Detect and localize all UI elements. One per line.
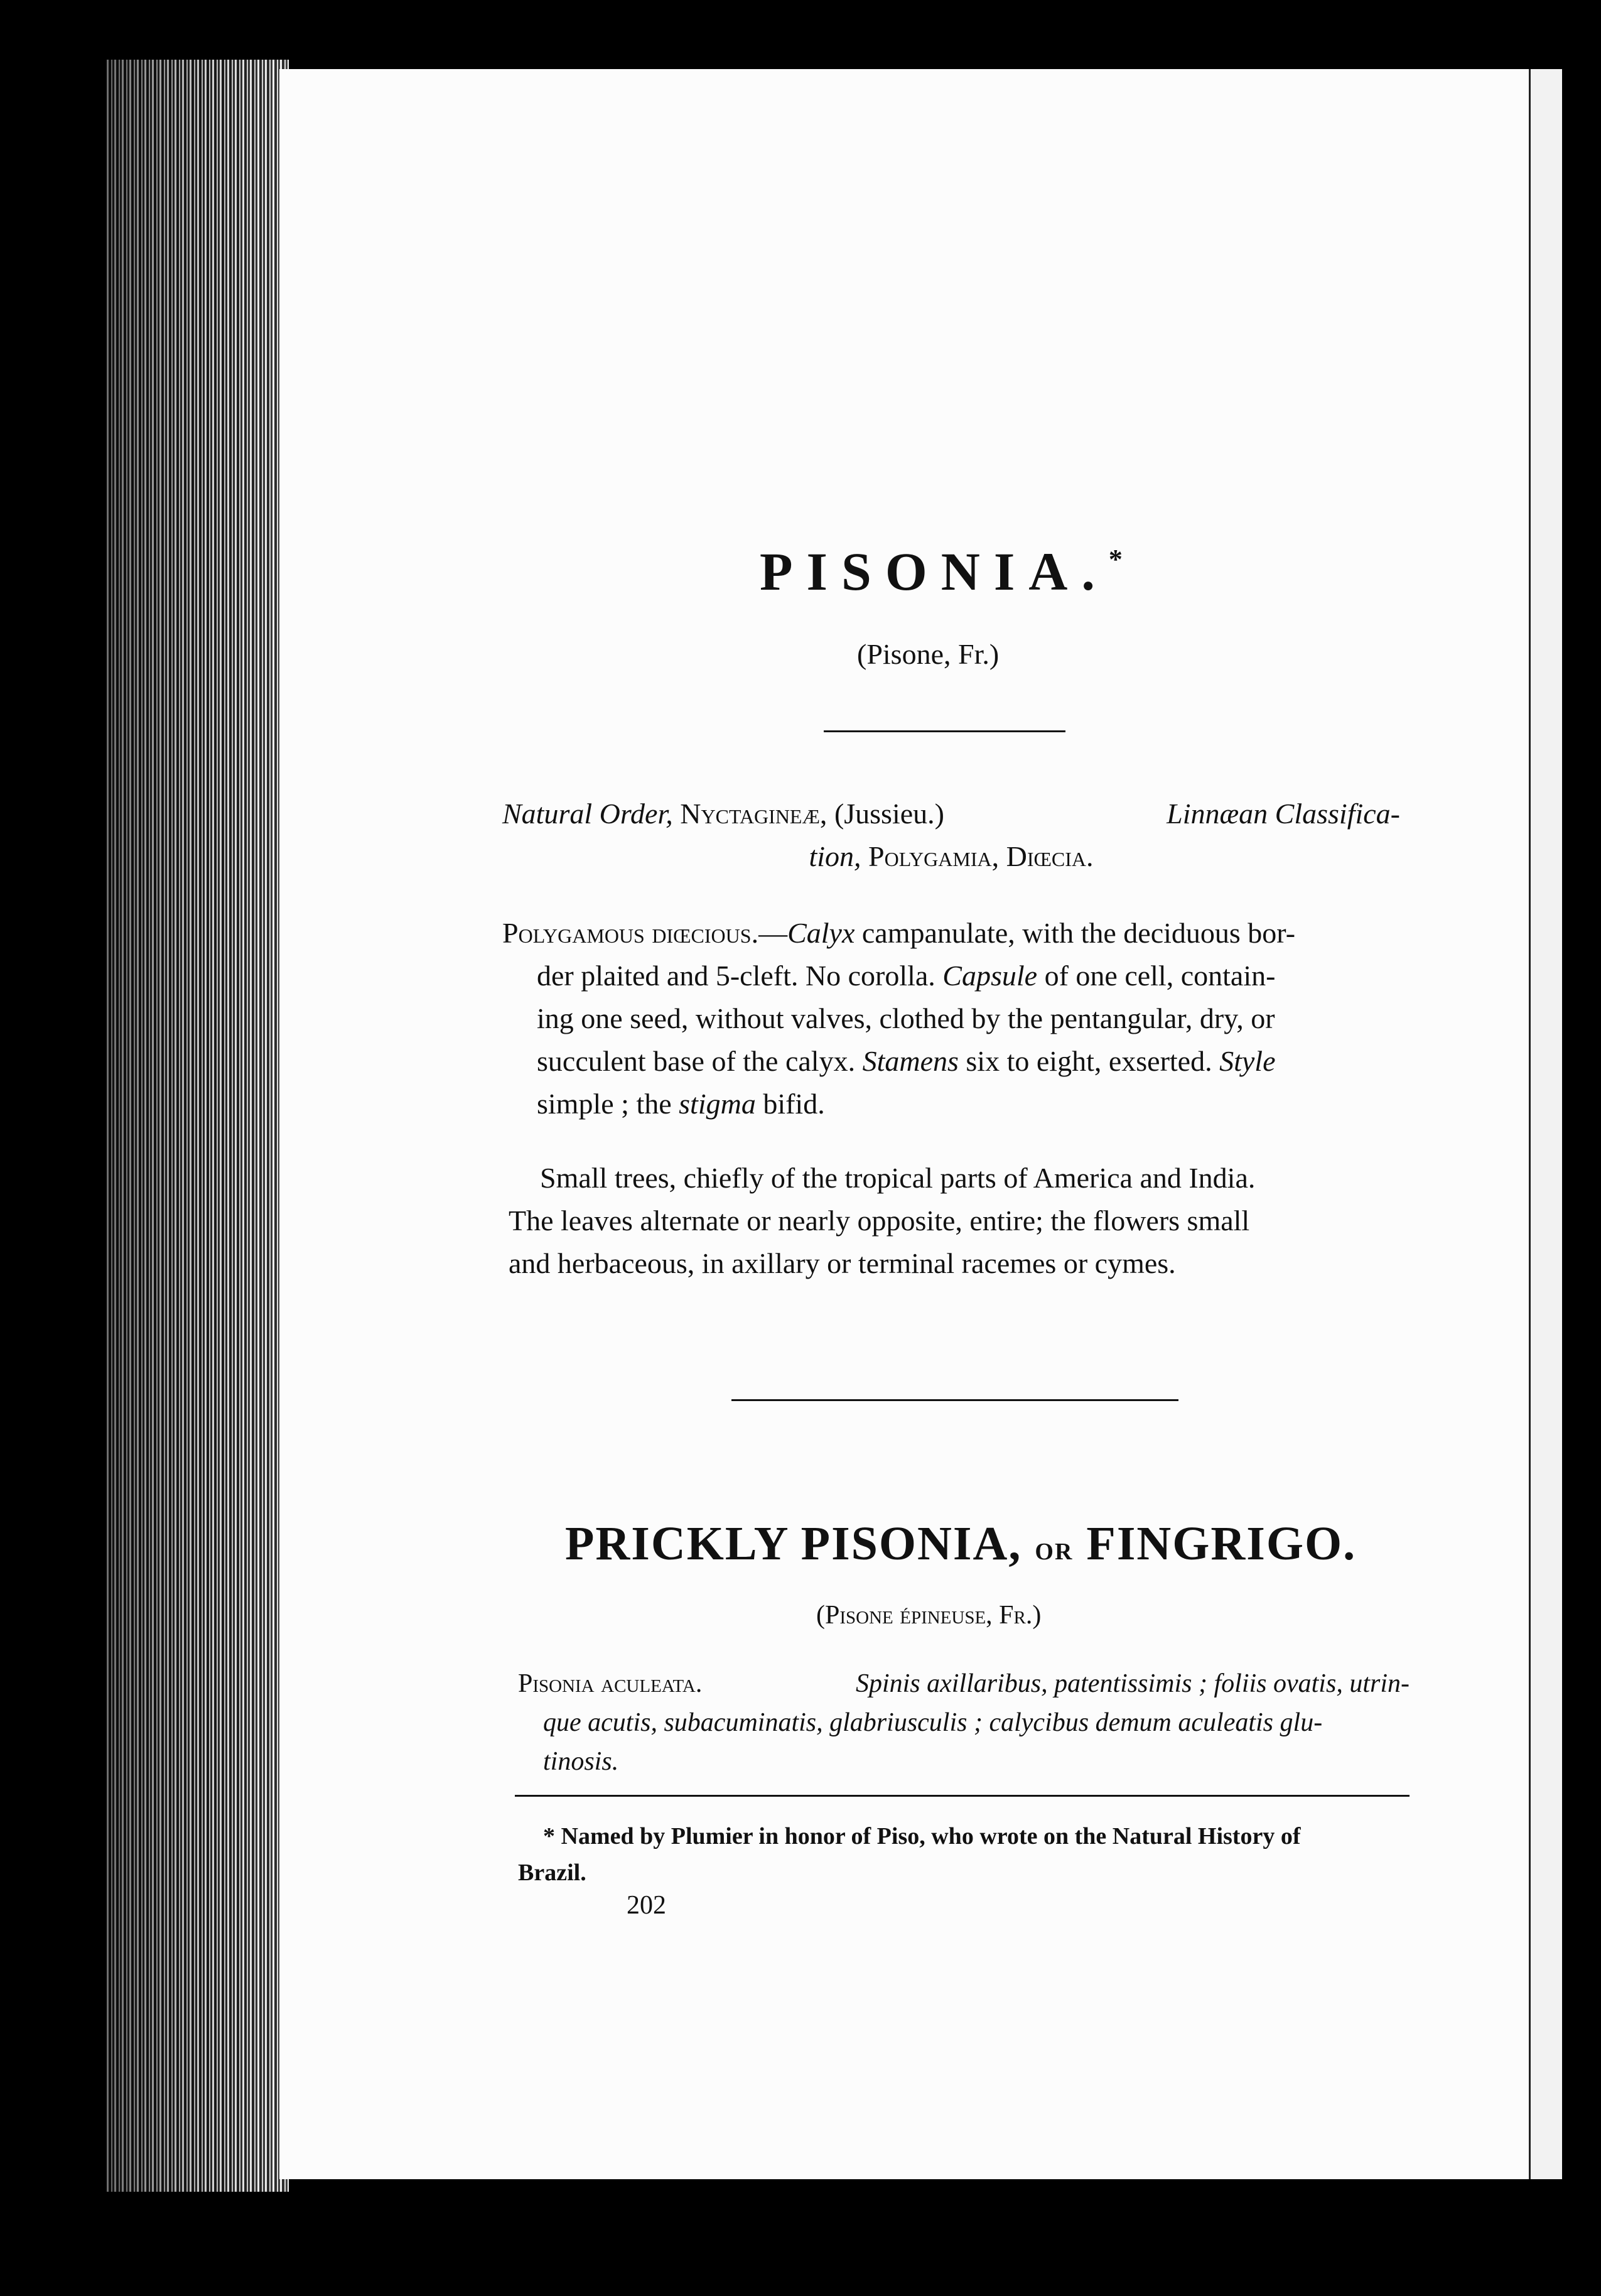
genus-description: Polygamous diœcious.—Calyx campanulate, with the deciduous bor- der plaited and 5-cleft. No corolla. Capsule of one cell, contain- ing one seed, without valves, clothed by the pentangular, dry, or succulent base of the calyx. Stamens six to eight, exserted. Style simple ; the stigma bifid.: [502, 917, 1296, 1120]
footnote: * Named by Plumier in honor of Piso, who wrote on the Natural History of Brazil.: [518, 1823, 1301, 1886]
classification: Natural Order, Nyctagineæ, (Jussieu.) Linnæan Classifica- tion, Polygamia, Diœcia.: [502, 798, 1400, 872]
species-latin-name: Pisonia aculeata.: [518, 1669, 703, 1698]
species-diagnosis: Pisonia aculeata. Spinis axillaribus, patentissimis ; foliis ovatis, utrin- que acutis, subacuminatis, glabriusculis ; calycibus demum aculeatis glu- tinosis.: [518, 1664, 1410, 1781]
footnote-mark: *: [1108, 544, 1123, 575]
genus-title: PISONIA.*: [760, 541, 1123, 602]
genus-french-name: (Pisone, Fr.): [857, 638, 1000, 670]
section-rule: [731, 1399, 1178, 1401]
species-french-name: (Pisone épineuse, Fr.): [816, 1601, 1042, 1630]
genus-habit: Small trees, chiefly of the tropical parts of America and India. The leaves alternate or nearly opposite, entire; the flowers small and herbaceous, in axillary or terminal racemes or cymes.: [509, 1162, 1256, 1279]
page-number: 202: [627, 1891, 666, 1920]
species-heading: PRICKLY PISONIA, or FINGRIGO.: [565, 1517, 1357, 1570]
facing-page-edge: [1529, 69, 1562, 2179]
book-page-edges: [107, 60, 289, 2192]
title-rule: [824, 730, 1065, 732]
footnote-rule: [515, 1795, 1410, 1797]
